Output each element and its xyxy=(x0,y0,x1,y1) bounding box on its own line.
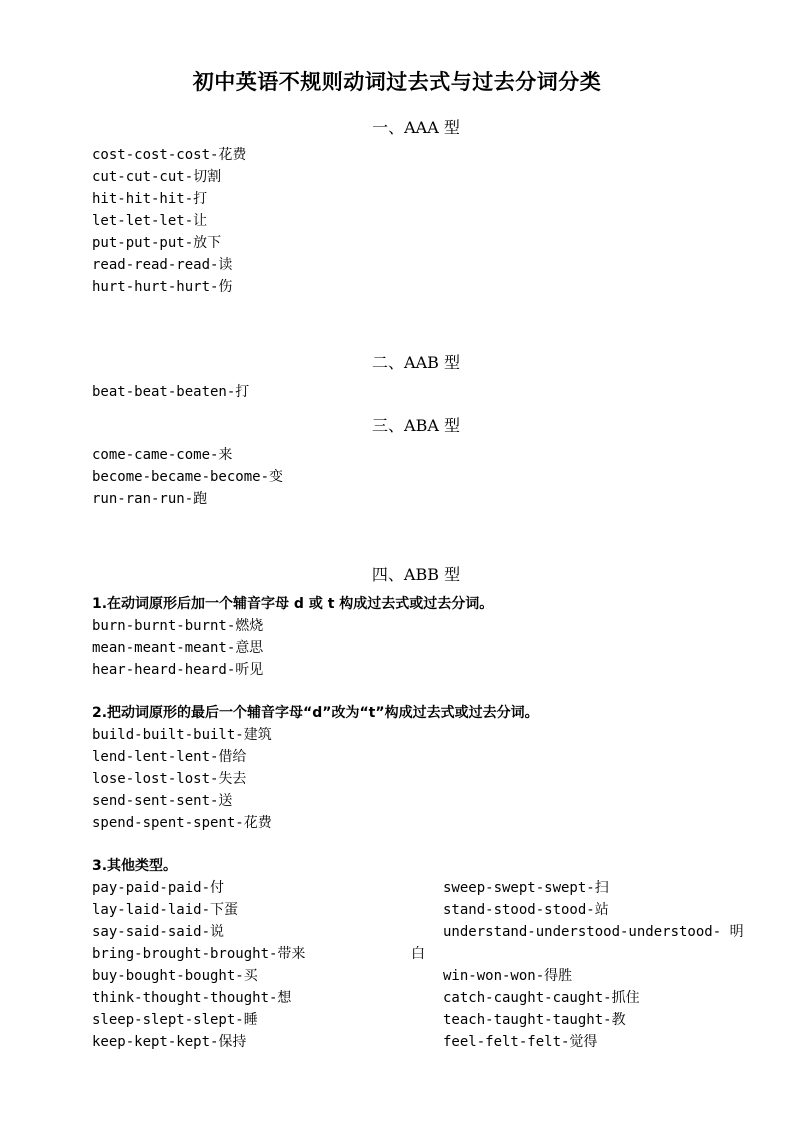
section-heading-abb: 四、ABB 型 xyxy=(371,565,461,584)
section-heading-aab: 二、AAB 型 xyxy=(372,353,460,372)
section-heading-aba: 三、ABA 型 xyxy=(372,416,460,435)
verb-entry: send-sent-sent-送 xyxy=(92,793,233,809)
verb-entry: win-won-won-得胜 xyxy=(443,968,573,984)
verb-entry: hear-heard-heard-听见 xyxy=(92,662,264,678)
verb-entry: cut-cut-cut-切割 xyxy=(92,169,222,185)
verb-entry: put-put-put-放下 xyxy=(92,235,222,251)
verb-entry: pay-paid-paid-付 xyxy=(92,880,225,896)
verb-entry: burn-burnt-burnt-燃烧 xyxy=(92,618,264,634)
verb-entry: stand-stood-stood-站 xyxy=(443,902,609,918)
verb-entry: hit-hit-hit-打 xyxy=(92,191,208,207)
verb-entry: lose-lost-lost-失去 xyxy=(92,771,247,787)
verb-entry: become-became-become-变 xyxy=(92,469,284,485)
verb-entry: teach-taught-taught-教 xyxy=(443,1012,626,1028)
verb-entry: read-read-read-读 xyxy=(92,257,233,273)
verb-entry: sleep-slept-slept-睡 xyxy=(92,1012,258,1028)
verb-entry: bring-brought-brought-带来 xyxy=(92,946,306,962)
verb-entry-wrap: 白 xyxy=(411,946,425,962)
verb-entry: keep-kept-kept-保持 xyxy=(92,1034,247,1050)
verb-entry: come-came-come-来 xyxy=(92,447,233,463)
verb-entry: run-ran-run-跑 xyxy=(92,491,208,507)
verb-entry: build-built-built-建筑 xyxy=(92,727,272,743)
verb-entry: lay-laid-laid-下蛋 xyxy=(92,902,239,918)
verb-entry: understand-understood-understood- 明 xyxy=(443,924,744,940)
verb-entry: sweep-swept-swept-扫 xyxy=(443,880,609,896)
subsection-title-1: 1.在动词原形后加一个辅音字母 d 或 t 构成过去式或过去分词。 xyxy=(92,596,494,612)
verb-entry: think-thought-thought-想 xyxy=(92,990,292,1006)
verb-entry: spend-spent-spent-花费 xyxy=(92,815,272,831)
verb-entry: buy-bought-bought-买 xyxy=(92,968,258,984)
verb-entry: feel-felt-felt-觉得 xyxy=(443,1034,598,1050)
verb-entry: hurt-hurt-hurt-伤 xyxy=(92,279,233,295)
subsection-title-3: 3.其他类型。 xyxy=(92,858,178,874)
verb-entry: beat-beat-beaten-打 xyxy=(92,384,250,400)
verb-entry: lend-lent-lent-借给 xyxy=(92,749,247,765)
verb-entry: let-let-let-让 xyxy=(92,213,208,229)
verb-entry: catch-caught-caught-抓住 xyxy=(443,990,640,1006)
document-title: 初中英语不规则动词过去式与过去分词分类 xyxy=(192,70,602,94)
verb-entry: cost-cost-cost-花费 xyxy=(92,147,247,163)
section-heading-aaa: 一、AAA 型 xyxy=(372,118,460,137)
verb-entry: mean-meant-meant-意思 xyxy=(92,640,264,656)
subsection-title-2: 2.把动词原形的最后一个辅音字母“d”改为“t”构成过去式或过去分词。 xyxy=(92,705,539,721)
verb-entry: say-said-said-说 xyxy=(92,924,225,940)
